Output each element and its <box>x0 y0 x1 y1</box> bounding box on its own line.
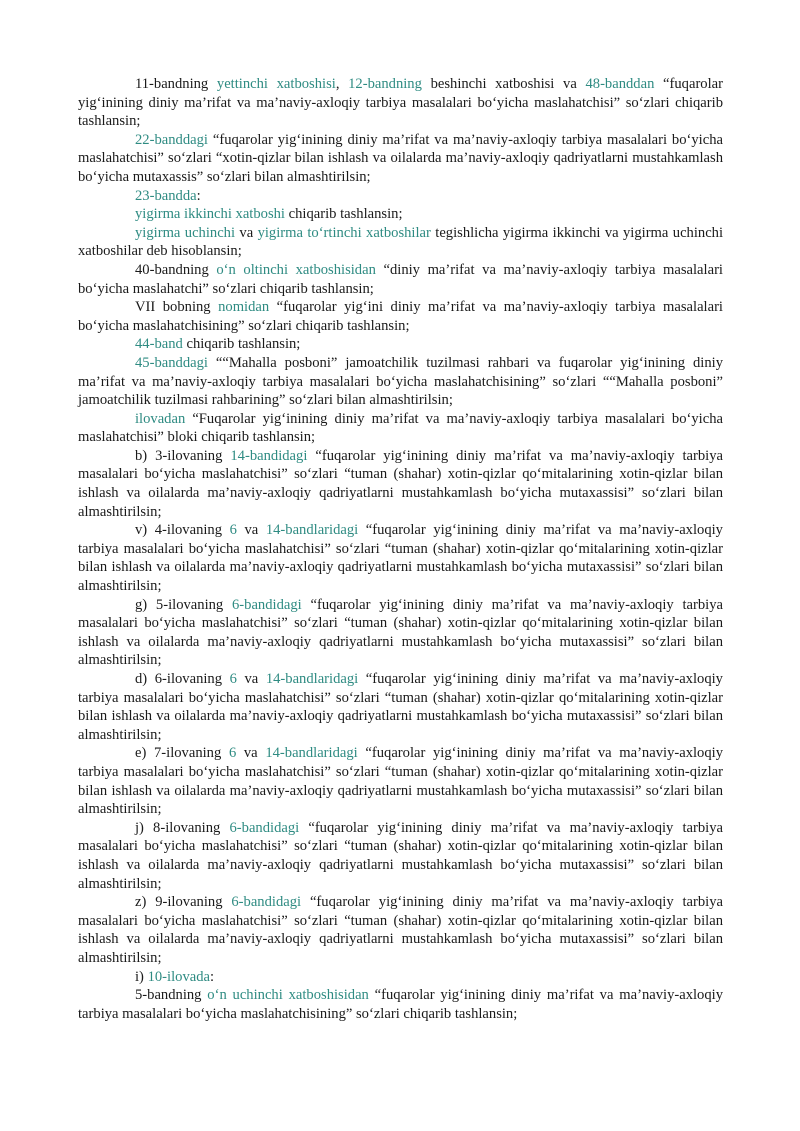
paragraph-text: e) 7-ilovaning <box>135 745 229 762</box>
paragraph-text: “fuqarolar yig‘inining diniy ma’rifat va ma’naviy-axloqiy tarbiya masalalari bo‘yicha maslahatchisi” so‘zlari “tuman (shahar) xotin-qizlar qo‘mitalarining xotin-qizlar bilan ishlash va oilalarda ma’naviy-axloqiy qadriyatlarni mustahkamlash bo‘yicha mutaxassisi” so‘zlari bilan almashtirilsin; <box>78 447 723 520</box>
reference-link[interactable]: 45-banddagi <box>135 354 208 371</box>
paragraph-text: “fuqarolar yig‘inining diniy ma’rifat va ma’naviy-axloqiy tarbiya masalalari bo‘yicha maslahatchisi” so‘zlari “tuman (shahar) xotin-qizlar qo‘mitalarining xotin-qizlar bilan ishlash va oilalarda ma’naviy-axloqiy qadriyatlarni mustahkamlash bo‘yicha mutaxassisi” so‘zlari bilan almashtirilsin; <box>78 671 723 743</box>
paragraph-text: “Fuqarolar yig‘inining diniy ma’rifat va ma’naviy-axloqiy tarbiya masalalari bo‘yicha maslahatchisi” bloki chiqarib tashlansin; <box>78 410 723 446</box>
paragraph <box>78 224 723 261</box>
reference-link[interactable]: ilovadan <box>135 410 186 427</box>
paragraph <box>78 819 723 893</box>
paragraph-text: “fuqarolar yig‘inining diniy ma’rifat va ma’naviy-axloqiy tarbiya masalalari bo‘yicha maslahatchisi” so‘zlari “tuman (shahar) xotin-qizlar qo‘mitalarining xotin-qizlar bilan ishlash va oilalarda ma’naviy-axloqiy qadriyatlarni mustahkamlash bo‘yicha mutaxassisi” so‘zlari bilan almashtirilsin; <box>78 819 724 892</box>
reference-link[interactable]: 14-bandlaridagi <box>265 671 359 687</box>
paragraph <box>78 744 723 818</box>
reference-link[interactable]: 14-bandidagi <box>230 447 308 464</box>
paragraph <box>78 261 723 298</box>
paragraph-text: g) 5-ilovaning <box>135 596 232 613</box>
reference-link[interactable]: 10-ilovada <box>147 968 210 985</box>
paragraph-text: beshinchi xatboshisi va <box>421 76 586 92</box>
reference-link[interactable]: 6 <box>228 745 237 762</box>
paragraph-text: va <box>235 224 258 241</box>
paragraph-text: “fuqarolar yig‘inining diniy ma’rifat va ma’naviy-axloqiy tarbiya masalalari bo‘yicha maslahatchisining” so‘zlari chiqarib tashlansin; <box>78 987 723 1022</box>
paragraph-text: 40-bandning <box>135 261 217 278</box>
reference-link[interactable]: 6 <box>229 671 237 687</box>
reference-link[interactable]: 22-banddagi <box>135 131 208 148</box>
reference-link[interactable]: yigirma ikkinchi xatboshi <box>135 206 285 223</box>
paragraph-text: va <box>236 745 266 762</box>
paragraph-text: “fuqarolar yig‘inining diniy ma’rifat va ma’naviy-axloqiy tarbiya masalalari bo‘yicha maslahatchisi” so‘zlari “tuman (shahar) xotin-qizlar qo‘mitalarining xotin-qizlar bilan ishlash va oilalarda ma’naviy-axloqiy qadriyatlarni mustahkamlash bo‘yicha mutaxassisi” so‘zlari bilan almashtirilsin; <box>78 745 723 818</box>
paragraph <box>78 335 723 354</box>
paragraph-text: j) 8-ilovaning <box>135 819 230 836</box>
paragraph-text: “fuqarolar yig‘inining diniy ma’rifat va ma’naviy-axloqiy tarbiya masalalari bo‘yicha maslahatchisi” so‘zlari “tuman (shahar) xotin-qizlar qo‘mitalarining xotin-qizlar bilan ishlash va oilalarda ma’naviy-axloqiy qadriyatlarni mustahkamlash bo‘yicha mutaxassisi” so‘zlari bilan almashtirilsin; <box>78 522 723 595</box>
paragraph-text: chiqarib tashlansin; <box>182 336 301 353</box>
paragraph-text: i) <box>135 968 148 985</box>
reference-link[interactable]: 48-banddan <box>585 76 655 92</box>
paragraph-text: “fuqarolar yig‘inining diniy ma’rifat va ma’naviy-axloqiy tarbiya masalalari bo‘yicha maslahatchisi” so‘zlari “xotin-qizlar bilan ishlash va oilalarda ma’naviy-axloqiy qadriyatlarni mustahkamlash bo‘yicha mutaxassis” so‘zlari bilan almashtirilsin; <box>78 131 723 185</box>
reference-link[interactable]: 12-bandning <box>348 76 422 92</box>
paragraph-text: : <box>210 968 215 985</box>
paragraph-text: “fuqarolar yig‘ini diniy ma’rifat va ma’naviy-axloqiy tarbiya masalalari bo‘yicha maslahatchisining” so‘zlari chiqarib tashlansin; <box>78 299 723 334</box>
paragraph-text: va <box>236 522 266 539</box>
paragraph-text: chiqarib tashlansin; <box>284 206 403 223</box>
paragraph <box>78 354 723 410</box>
paragraph-text: 11-bandning <box>135 76 217 92</box>
paragraph-text: tegishlicha yigirma ikkinchi va yigirma uchinchi xatboshilar deb hisoblansin; <box>78 224 724 260</box>
paragraph-text: “diniy ma’rifat va ma’naviy-axloqiy tarbiya masalalari bo‘yicha maslahatchi” so‘zlari chiqarib tashlansin; <box>78 261 723 297</box>
paragraph-text: : <box>196 187 201 204</box>
paragraph-text: , <box>335 76 349 92</box>
paragraph-text: “fuqarolar yig‘inining diniy ma’rifat va ma’naviy-axloqiy tarbiya masalalari bo‘yicha maslahatchisi” so‘zlari chiqarib tashlansin; <box>78 76 723 130</box>
reference-link[interactable]: o‘n oltinchi xatboshisidan <box>216 261 376 278</box>
paragraph-text: b) 3-ilovaning <box>135 447 231 464</box>
reference-link[interactable]: 14-bandlaridagi <box>265 522 359 539</box>
paragraph-text: “fuqarolar yig‘inining diniy ma’rifat va ma’naviy-axloqiy tarbiya masalalari bo‘yicha maslahatchisi” so‘zlari “tuman (shahar) xotin-qizlar qo‘mitalarining xotin-qizlar bilan ishlash va oilalarda ma’naviy-axloqiy qadriyatlarni mustahkamlash bo‘yicha mutaxassisi” so‘zlari bilan almashtirilsin; <box>78 596 723 669</box>
reference-link[interactable]: 14-bandlaridagi <box>265 745 358 762</box>
reference-link[interactable]: nomidan <box>218 299 270 316</box>
paragraph-text: VII bobning <box>135 299 219 316</box>
paragraph <box>78 670 723 744</box>
paragraph <box>78 410 723 447</box>
paragraph <box>78 205 723 224</box>
paragraph <box>78 893 723 967</box>
reference-link[interactable]: 6-bandidagi <box>229 819 300 836</box>
paragraph-text: 5-bandning <box>135 987 208 1004</box>
paragraph <box>78 187 723 206</box>
reference-link[interactable]: 6-bandidagi <box>232 596 302 613</box>
reference-link[interactable]: yigirma uchinchi <box>135 224 236 241</box>
reference-link[interactable]: o‘n uchinchi xatboshisidan <box>207 987 369 1004</box>
reference-link[interactable]: 6 <box>229 522 237 539</box>
reference-link[interactable]: 44-band <box>135 336 183 353</box>
paragraph-text: “fuqarolar yig‘inining diniy ma’rifat va ma’naviy-axloqiy tarbiya masalalari bo‘yicha maslahatchisi” so‘zlari “tuman (shahar) xotin-qizlar qo‘mitalarining xotin-qizlar bilan ishlash va oilalarda ma’naviy-axloqiy qadriyatlarni mustahkamlash bo‘yicha mutaxassisi” so‘zlari bilan almashtirilsin; <box>78 894 723 966</box>
paragraph <box>78 447 723 521</box>
paragraph <box>78 131 723 187</box>
paragraph <box>78 968 723 987</box>
reference-link[interactable]: 23-bandda <box>135 187 197 204</box>
paragraph <box>78 521 723 595</box>
paragraph-text: z) 9-ilovaning <box>135 894 232 911</box>
paragraph <box>78 75 723 131</box>
paragraph-text: ““Mahalla posboni” jamoatchilik tuzilmasi rahbari va fuqarolar yig‘inining diniy ma’rifat va ma’naviy-axloqiy tarbiya masalalari bo‘yicha maslahatchisining” so‘zlari ““Mahalla posboni” jamoatchilik tuzilmasi rahbarining” so‘zlari bilan almashtirilsin; <box>78 354 723 409</box>
paragraph <box>78 596 723 670</box>
reference-link[interactable]: 6-bandidagi <box>231 894 302 911</box>
document-body <box>78 75 723 1023</box>
reference-link[interactable]: yettinchi xatboshisi <box>216 76 336 92</box>
paragraph-text: d) 6-ilovaning <box>135 671 230 687</box>
paragraph-text: v) 4-ilovaning <box>135 522 230 539</box>
paragraph <box>78 986 723 1023</box>
reference-link[interactable]: yigirma to‘rtinchi xatboshilar <box>257 224 431 241</box>
paragraph-text: va <box>236 671 266 687</box>
paragraph <box>78 298 723 335</box>
